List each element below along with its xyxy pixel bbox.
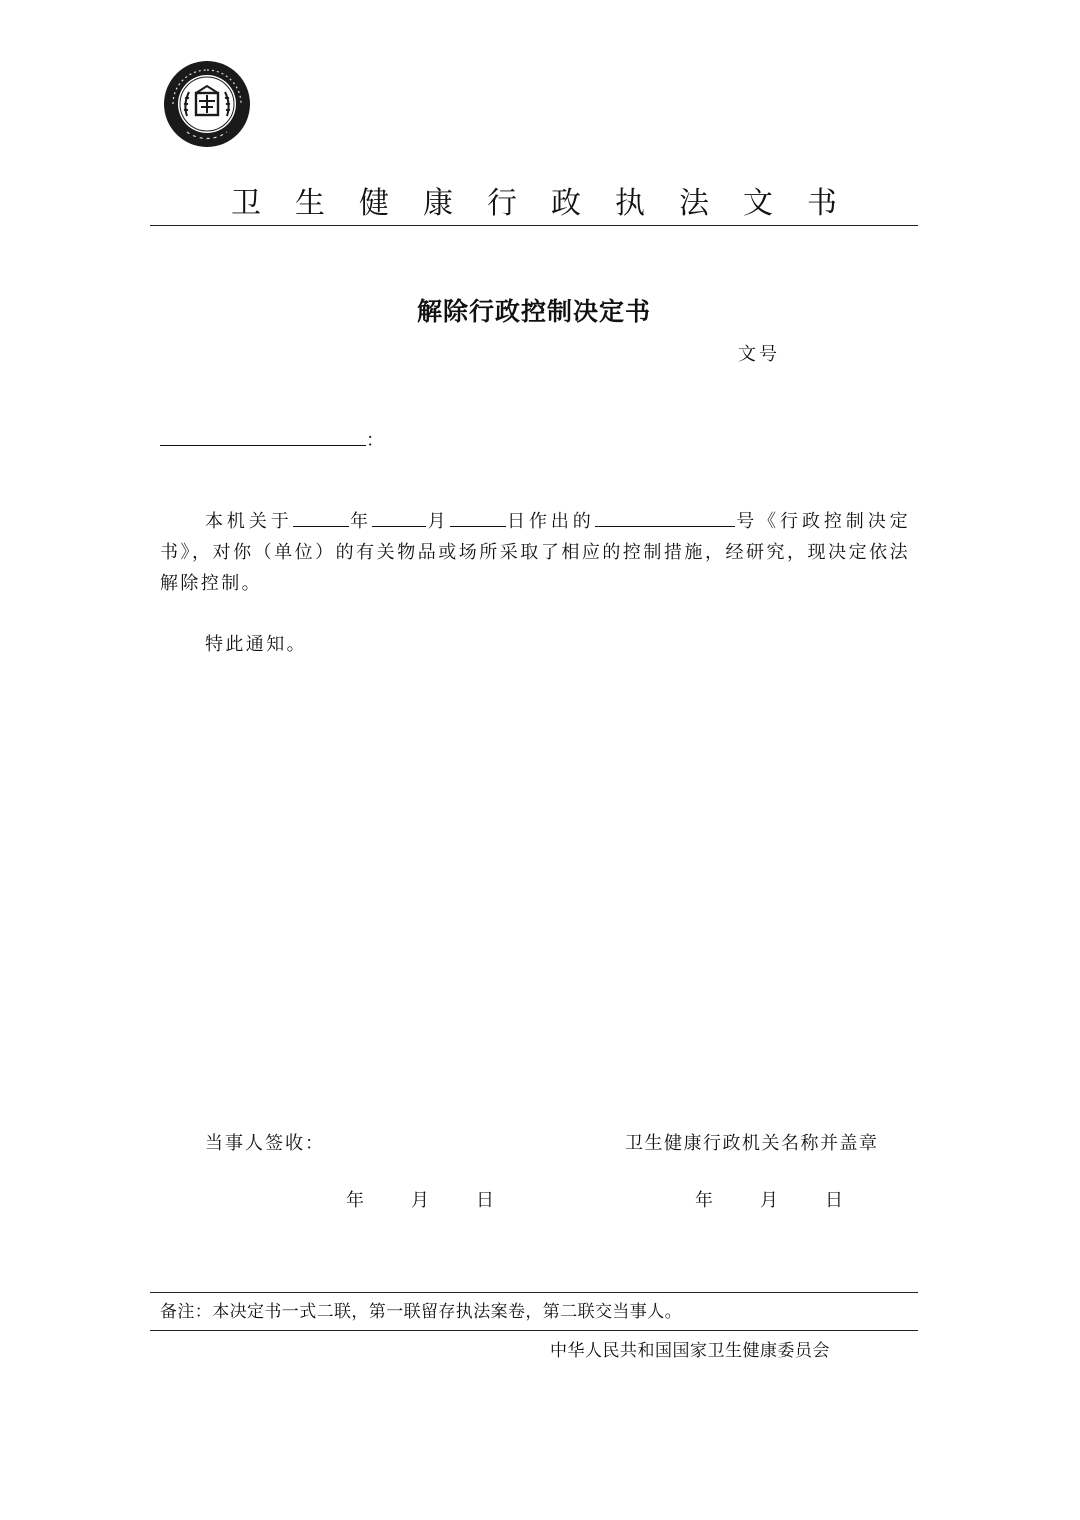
date-month: 月 — [411, 1190, 429, 1211]
body-text-segment: 号《行政控制决定书》，对你（单位）的有关物品或场所采取了相应的控制措施，经研究，现决定依法解除控制。 — [160, 511, 911, 594]
date-day: 日 — [825, 1190, 843, 1211]
date-day: 日 — [476, 1190, 494, 1211]
emblem-logo — [163, 60, 251, 148]
decision-number-blank[interactable] — [595, 506, 735, 527]
document-title: 解除行政控制决定书 — [416, 297, 651, 326]
body-text-segment: 本机关于 — [205, 511, 293, 532]
month-blank[interactable] — [372, 506, 426, 527]
remark-note: 备注：本决定书一式二联，第一联留存执法案卷，第二联交当事人。 — [160, 1302, 682, 1322]
party-sign-date — [346, 1186, 494, 1212]
body-text — [160, 506, 910, 660]
body-text-segment: 月 — [426, 511, 450, 532]
year-blank[interactable] — [293, 506, 349, 527]
authority-seal-date — [695, 1186, 843, 1212]
body-text-segment: 年 — [348, 511, 373, 532]
authority-seal-label: 卫生健康行政机关名称并盖章 — [625, 1133, 879, 1154]
date-month: 月 — [760, 1190, 778, 1211]
addressee-line — [160, 425, 384, 452]
addressee-blank[interactable] — [160, 425, 366, 446]
date-year: 年 — [695, 1190, 713, 1211]
addressee-colon: ： — [366, 430, 384, 451]
header-title: 卫生健康行政执法文书 — [231, 186, 871, 221]
header-rule — [150, 225, 918, 226]
footer-rule-top — [150, 1292, 918, 1293]
body-paragraph-1 — [160, 506, 910, 599]
party-signature-label: 当事人签收： — [205, 1133, 325, 1154]
document-number-label: 文号 — [738, 344, 780, 365]
date-year: 年 — [346, 1190, 364, 1211]
publisher-name: 中华人民共和国国家卫生健康委员会 — [550, 1341, 830, 1361]
footer-rule-bottom — [150, 1330, 918, 1331]
day-blank[interactable] — [450, 506, 506, 527]
body-text-segment: 日作出的 — [505, 511, 595, 532]
body-paragraph-2: 特此通知。 — [205, 634, 307, 655]
